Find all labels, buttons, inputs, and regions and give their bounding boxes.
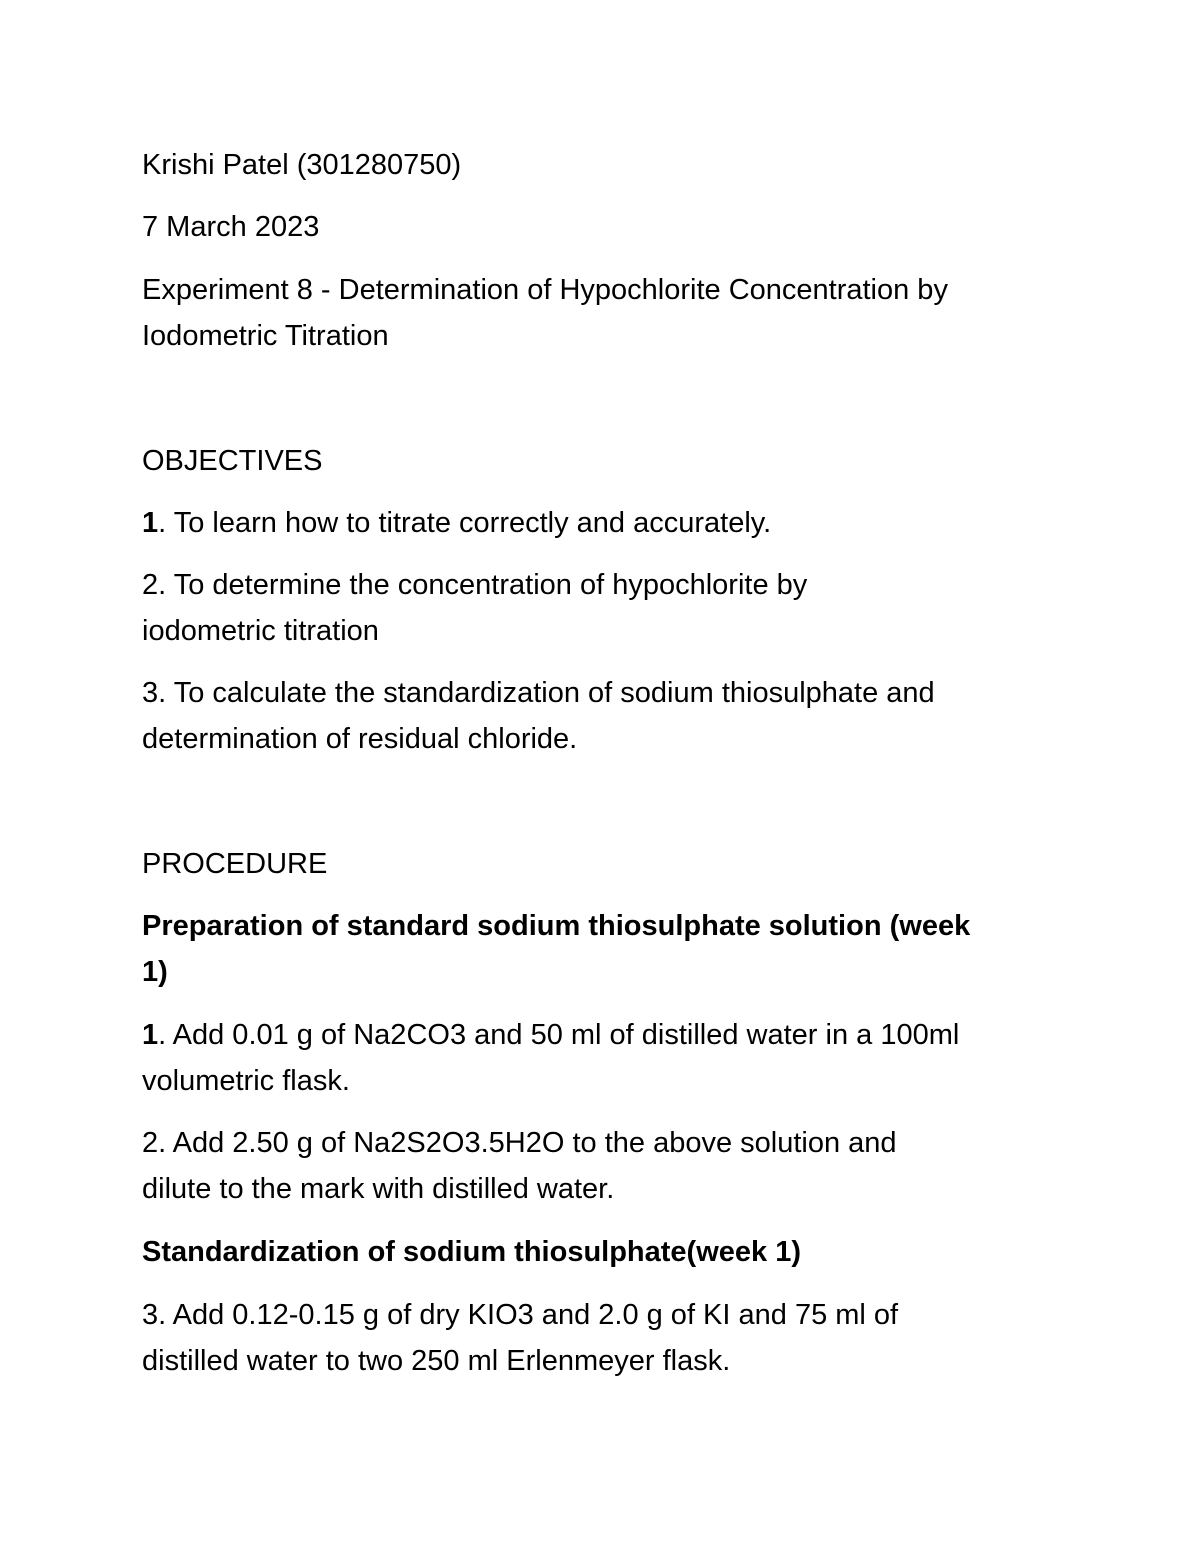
objective-item-2-line-2: iodometric titration — [142, 615, 379, 647]
report-date: 7 March 2023 — [142, 211, 320, 243]
procedure-step-1-line-1 — [142, 1012, 959, 1058]
procedure-subheading-standardization: Standardization of sodium thiosulphate(week 1) — [142, 1236, 801, 1268]
objective-item-1-text: . To learn how to titrate correctly and accurately. — [158, 507, 772, 539]
procedure-subheading-preparation-line-2: 1) — [142, 956, 168, 988]
procedure-step-3-line-2: distilled water to two 250 ml Erlenmeyer flask. — [142, 1345, 731, 1377]
procedure-subheading-preparation-line-1: Preparation of standard sodium thiosulphate solution (week — [142, 910, 971, 942]
procedure-step-1-text: . Add 0.01 g of Na2CO3 and 50 ml of distilled water in a 100ml — [158, 1019, 960, 1051]
procedure-step-2-line-2: dilute to the mark with distilled water. — [142, 1173, 615, 1205]
experiment-title-line-2: Iodometric Titration — [142, 320, 389, 352]
procedure-step-1-number: 1 — [142, 1019, 159, 1051]
objectives-heading: OBJECTIVES — [142, 445, 323, 477]
procedure-step-3-line-1: 3. Add 0.12-0.15 g of dry KIO3 and 2.0 g of KI and 75 ml of — [142, 1299, 899, 1331]
procedure-step-1-line-2: volumetric flask. — [142, 1065, 350, 1097]
procedure-heading: PROCEDURE — [142, 848, 328, 880]
experiment-title-line-1: Experiment 8 - Determination of Hypochlorite Concentration by — [142, 274, 948, 306]
objective-item-3-line-2: determination of residual chloride. — [142, 723, 578, 755]
procedure-step-2-line-1: 2. Add 2.50 g of Na2S2O3.5H2O to the above solution and — [142, 1127, 897, 1159]
objective-item-2-line-1: 2. To determine the concentration of hypochlorite by — [142, 569, 808, 601]
student-name: Krishi Patel (301280750) — [142, 149, 462, 181]
objective-item-1 — [142, 500, 771, 546]
objective-item-1-number: 1 — [142, 507, 159, 539]
objective-item-3-line-1: 3. To calculate the standardization of sodium thiosulphate and — [142, 677, 935, 709]
